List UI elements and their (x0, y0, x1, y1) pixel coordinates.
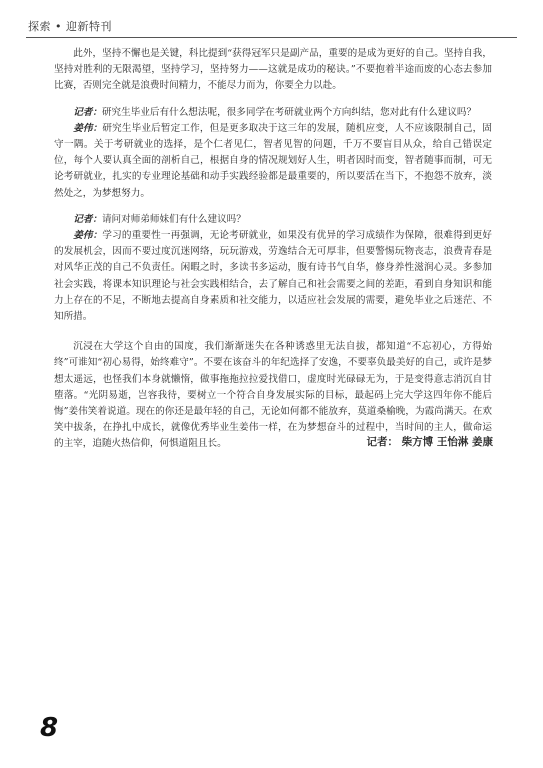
interview-answer (54, 121, 492, 202)
speaker-label: 记者： (73, 213, 102, 225)
header-divider (26, 37, 517, 38)
interview-question (54, 212, 492, 228)
interview-answer (54, 228, 492, 325)
speaker-label: 记者： (73, 106, 102, 118)
paragraph-text: 研究生毕业后有什么想法呢，很多同学在考研就业两个方向纠结，您对此有什么建议吗？ (101, 106, 477, 118)
page-number: 8 (40, 713, 58, 743)
paragraph-text: 请问对师弟师妹们有什么建议吗？ (101, 213, 246, 225)
article-body (54, 46, 492, 453)
paragraph-text: 学习的重要性一再强调，无论考研就业，如果没有优异的学习成绩作为保障，很难得到更好的发展机会，因而不要过度沉迷网络，玩玩游戏，劳逸结合无可厚非，但要警惕玩物丧志，浪费青春是对风华正茂的自己不负责任。闲暇之时，多读书多运动，腹有诗书气自华，修身养性滋润心灵。多参加社会实践，将课本知识理论与社会实践相结合，去了解自己和社会需要之间的差距，看到自身知识和能力上存在的不足，不断地去提高自身素质和社交能力，以适应社会发展的需要，避免毕业之后迷茫、不知所措。 (54, 230, 493, 323)
interview-question (54, 105, 492, 121)
speaker-label: 姜伟： (73, 122, 103, 134)
speaker-label: 姜伟： (73, 230, 103, 242)
paragraph-text: 此外，坚持不懈也是关键，科比提到“获得冠军只是副产品，重要的是成为更好的自己。坚持自我，坚持对胜利的无限渴望，坚持学习，坚持努力——这就是成功的秘诀。”不要抱着半途而废的心态去参加比赛，否则完全就是浪费时间精力，不能尽力而为，你要全力以赴。 (54, 48, 492, 92)
article-paragraph (54, 46, 492, 95)
running-header: 探索 • 迎新特刊 (28, 20, 112, 33)
paragraph-text: 沉浸在大学这个自由的国度，我们渐渐迷失在各种诱惑里无法自拔，都知道“不忘初心，方得始终”可谁知“初心易得，始终难守”。不要在该奋斗的年纪选择了安逸，不要辜负最美好的自己，或许是梦想太遥远，也怪我们本身就懒惰，做事拖拖拉拉爱找借口，虚度时光碌碌无为，于是变得意志消沉自甘堕落。“光阴易逝，岂容我待，要树立一个符合自身发展实际的目标，最起码上完大学这四年你不能后悔”姜伟笑着说道。现在的你还是最年轻的自己，无论如何都不能放弃，莫道桑榆晚，为霞尚满天。在欢笑中拔条，在挣扎中成长，就像优秀毕业生姜伟一样，在为梦想奋斗的过程中，当时间的主人，做命运的主宰，追随火热信仰，何惧道阻且长。 (54, 341, 492, 450)
reporter-byline: 记者： 柴方博 王怡淋 姜康 (366, 436, 493, 448)
paragraph-text: 研究生毕业后暂定工作，但是更多取决于这三年的发展，随机应变，人不应该限制自己，固守一隅。关于考研就业的选择，是个仁者见仁，智者见智的问题，千万不要盲目从众，给自己错误定位，每个人要认真全面的剖析自己，根据自身的情况规划好人生，明者因时而变，智者随事而制，可无论考研就业，扎实的专业理论基础和动手实践经验都是最重要的，所以要活在当下，不抱怨不放弃，淡然处之，为梦想努力。 (54, 122, 493, 199)
